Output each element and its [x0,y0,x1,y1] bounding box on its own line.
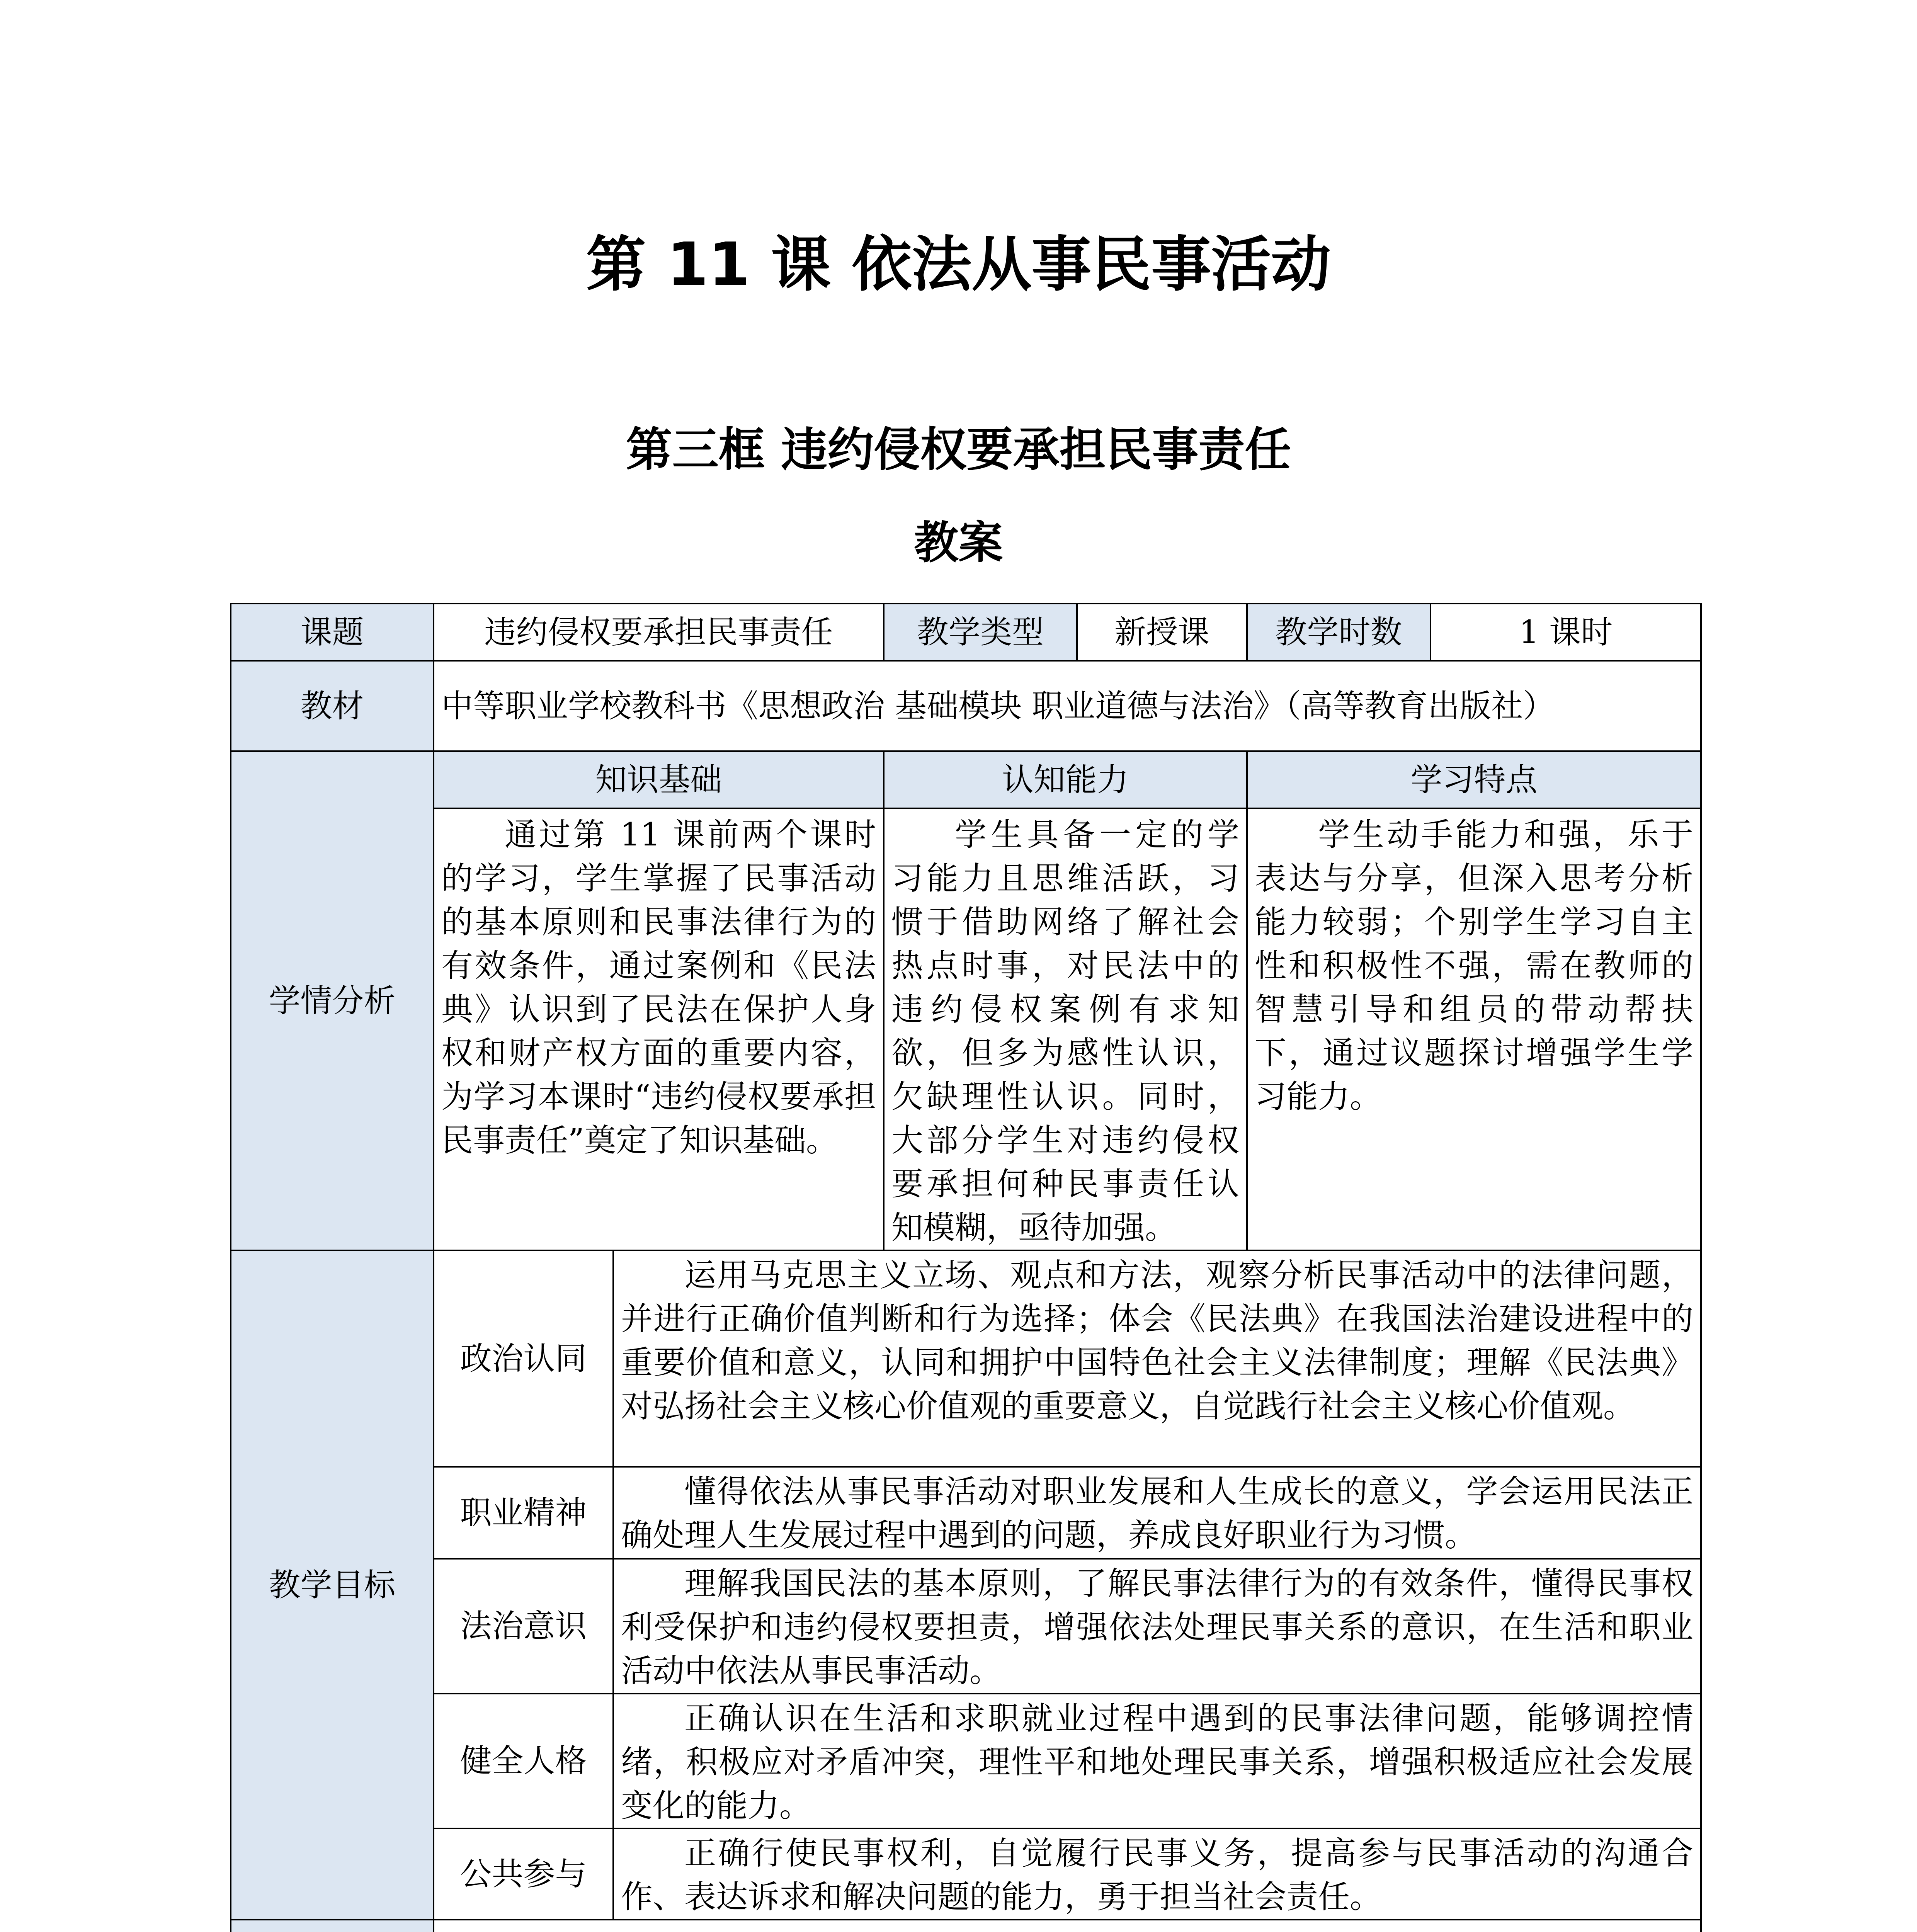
analysis-text-learning: 学生动手能力和强，乐于表达与分享，但深入思考分析能力较弱；个别学生学习自主性和积极性不强，需在教师的智慧引导和组员的带动帮扶下，通过议题探讨增强学生学习能力。 [1247,808,1701,1250]
section-title: 第三框 违约侵权要承担民事责任 [626,423,1291,477]
teaching-hours-label: 教学时数 [1247,604,1431,661]
textbook-label: 教材 [231,661,434,751]
analysis-text-knowledge: 通过第 11 课前两个课时的学习，学生掌握了民事活动的基本原则和民事法律行为的有效条件，通过案例和《民法典》认识到了民法在保护人身权和财产权方面的重要内容，为学习本课时“违约侵权要承担民事责任”奠定了知识基础。 [434,808,884,1250]
analysis-header-cognition: 认知能力 [884,751,1247,808]
analysis-header-row [231,751,1701,808]
objective-text: 运用马克思主义立场、观点和方法，观察分析民事活动中的法律问题，并进行正确价值判断和行为选择；体会《民法典》在我国法治建设进程中的重要价值和意义，认同和拥护中国特色社会主义法律制度；理解《民法典》对弘扬社会主义核心价值观的重要意义，自觉践行社会主义核心价值观。 [613,1250,1701,1467]
topic-row [231,604,1701,661]
objective-row [231,1828,1701,1920]
objective-row [231,1559,1701,1694]
objective-label: 健全人格 [434,1694,613,1828]
teaching-hours-value: 1 课时 [1431,604,1701,661]
objective-text: 正确认识在生活和求职就业过程中遇到的民事法律问题，能够调控情绪，积极应对矛盾冲突，理性平和地处理民事关系，增强积极适应社会发展变化的能力。 [613,1694,1701,1828]
teaching-type-label: 教学类型 [884,604,1077,661]
document-type: 教案 [914,517,1003,569]
objective-label: 政治认同 [434,1250,613,1467]
teaching-type-value: 新授课 [1077,604,1247,661]
keypoints-row [231,1920,1701,1932]
objective-label: 法治意识 [434,1559,613,1694]
analysis-text-cognition: 学生具备一定的学习能力且思维活跃，习惯于借助网络了解社会热点时事，对民法中的违约侵权案例有求知欲，但多为感性认识，欠缺理性认识。同时，大部分学生对违约侵权要承担何种民事责任认知模糊，亟待加强。 [884,808,1247,1250]
textbook-value: 中等职业学校教科书《思想政治 基础模块 职业道德与法治》（高等教育出版社） [434,661,1701,751]
analysis-header-knowledge: 知识基础 [434,751,884,808]
objective-row [231,1467,1701,1559]
analysis-label: 学情分析 [231,751,434,1250]
objective-row [231,1250,1701,1467]
objective-text: 正确行使民事权利，自觉履行民事义务，提高参与民事活动的沟通合作、表达诉求和解决问题的能力，勇于担当社会责任。 [613,1828,1701,1920]
objective-text: 懂得依法从事民事活动对职业发展和人生成长的意义，学会运用民法正确处理人生发展过程中遇到的问题，养成良好职业行为习惯。 [613,1467,1701,1559]
lesson-title: 第 11 课 依法从事民事活动 [586,230,1331,299]
keypoints-label [231,1920,434,1932]
textbook-row [231,661,1701,751]
analysis-header-learning: 学习特点 [1247,751,1701,808]
topic-value: 违约侵权要承担民事责任 [434,604,884,661]
objectives-label: 教学目标 [231,1250,434,1920]
lesson-plan-table [230,603,1702,1932]
objective-row [231,1694,1701,1828]
analysis-text-row [231,808,1701,1250]
objective-label: 职业精神 [434,1467,613,1559]
keypoints-value [434,1920,1701,1932]
objective-text: 理解我国民法的基本原则，了解民事法律行为的有效条件，懂得民事权利受保护和违约侵权要担责，增强依法处理民事关系的意识，在生活和职业活动中依法从事民事活动。 [613,1559,1701,1694]
objective-label: 公共参与 [434,1828,613,1920]
topic-label: 课题 [231,604,434,661]
